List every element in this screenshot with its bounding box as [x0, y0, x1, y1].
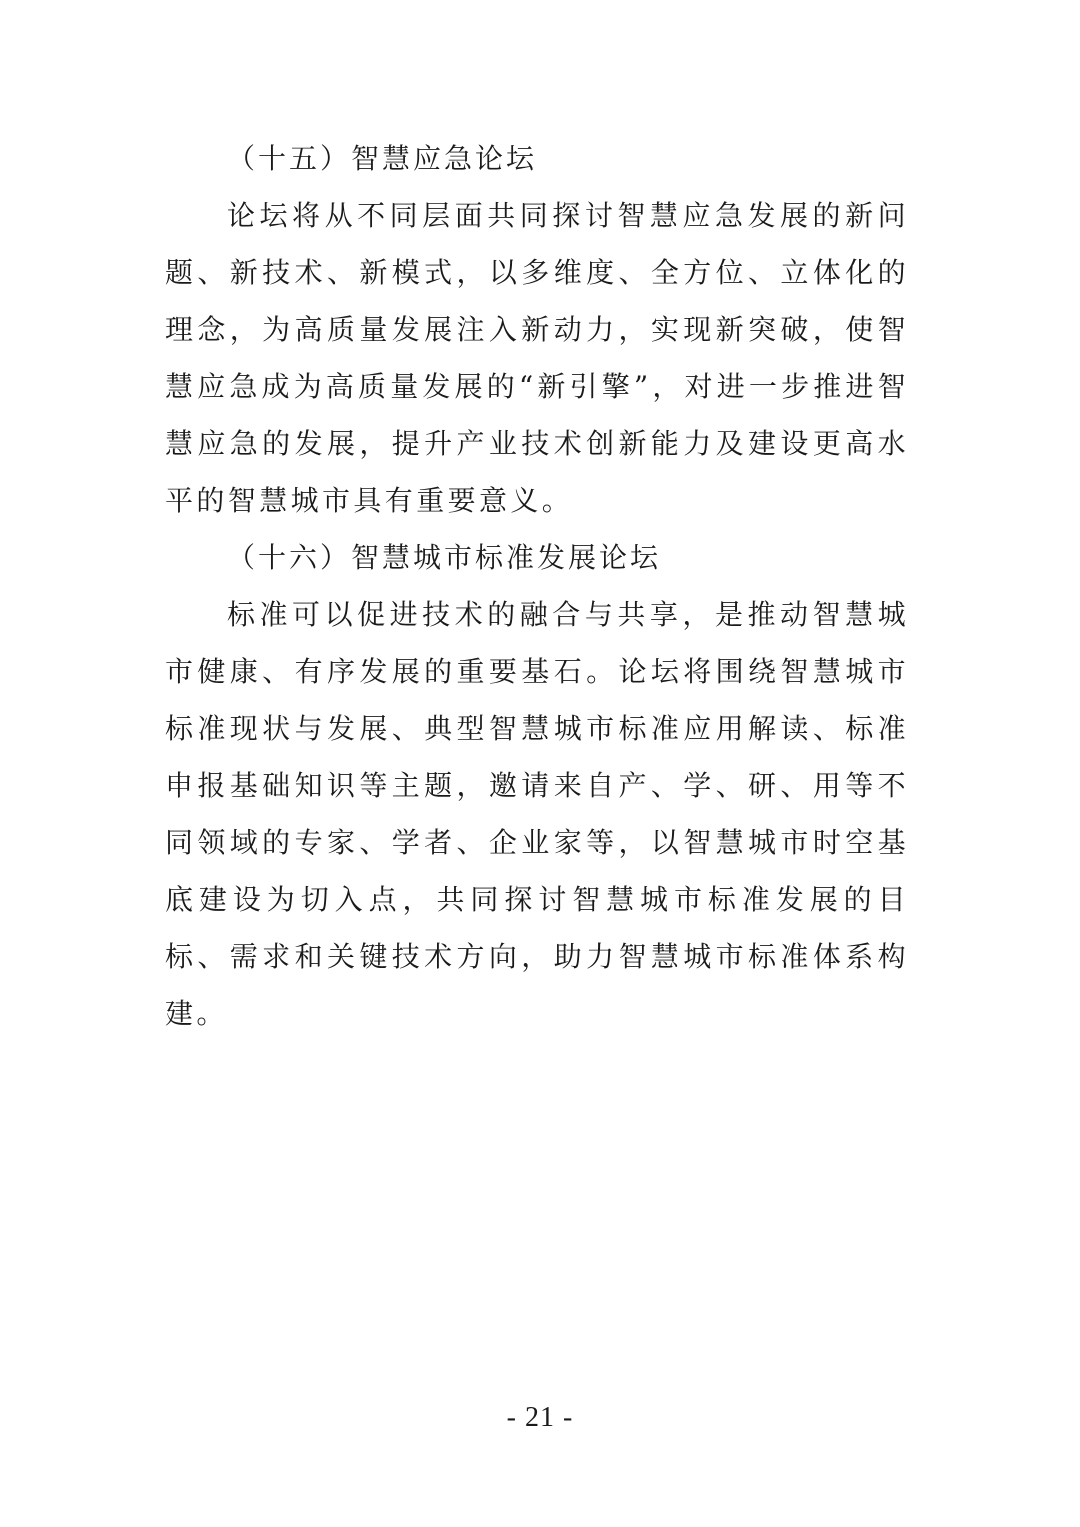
page-content — [165, 130, 909, 1042]
section-body-15: 论坛将从不同层面共同探讨智慧应急发展的新问题、新技术、新模式，以多维度、全方位、立体化的理念，为高质量发展注入新动力，实现新突破，使智慧应急成为高质量发展的“新引擎”，对进一步推进智慧应急的发展，提升产业技术创新能力及建设更高水平的智慧城市具有重要意义。 — [165, 199, 909, 517]
section-body-16: 标准可以促进技术的融合与共享，是推动智慧城市健康、有序发展的重要基石。论坛将围绕智慧城市标准现状与发展、典型智慧城市标准应用解读、标准申报基础知识等主题，邀请来自产、学、研、用等不同领域的专家、学者、企业家等，以智慧城市时空基底建设为切入点，共同探讨智慧城市标准发展的目标、需求和关键技术方向，助力智慧城市标准体系构建。 — [165, 598, 909, 1030]
section-heading-15: （十五）智慧应急论坛 — [227, 142, 538, 175]
section-heading-16: （十六）智慧城市标准发展论坛 — [227, 541, 662, 574]
page-number: - 21 - — [506, 1402, 574, 1433]
